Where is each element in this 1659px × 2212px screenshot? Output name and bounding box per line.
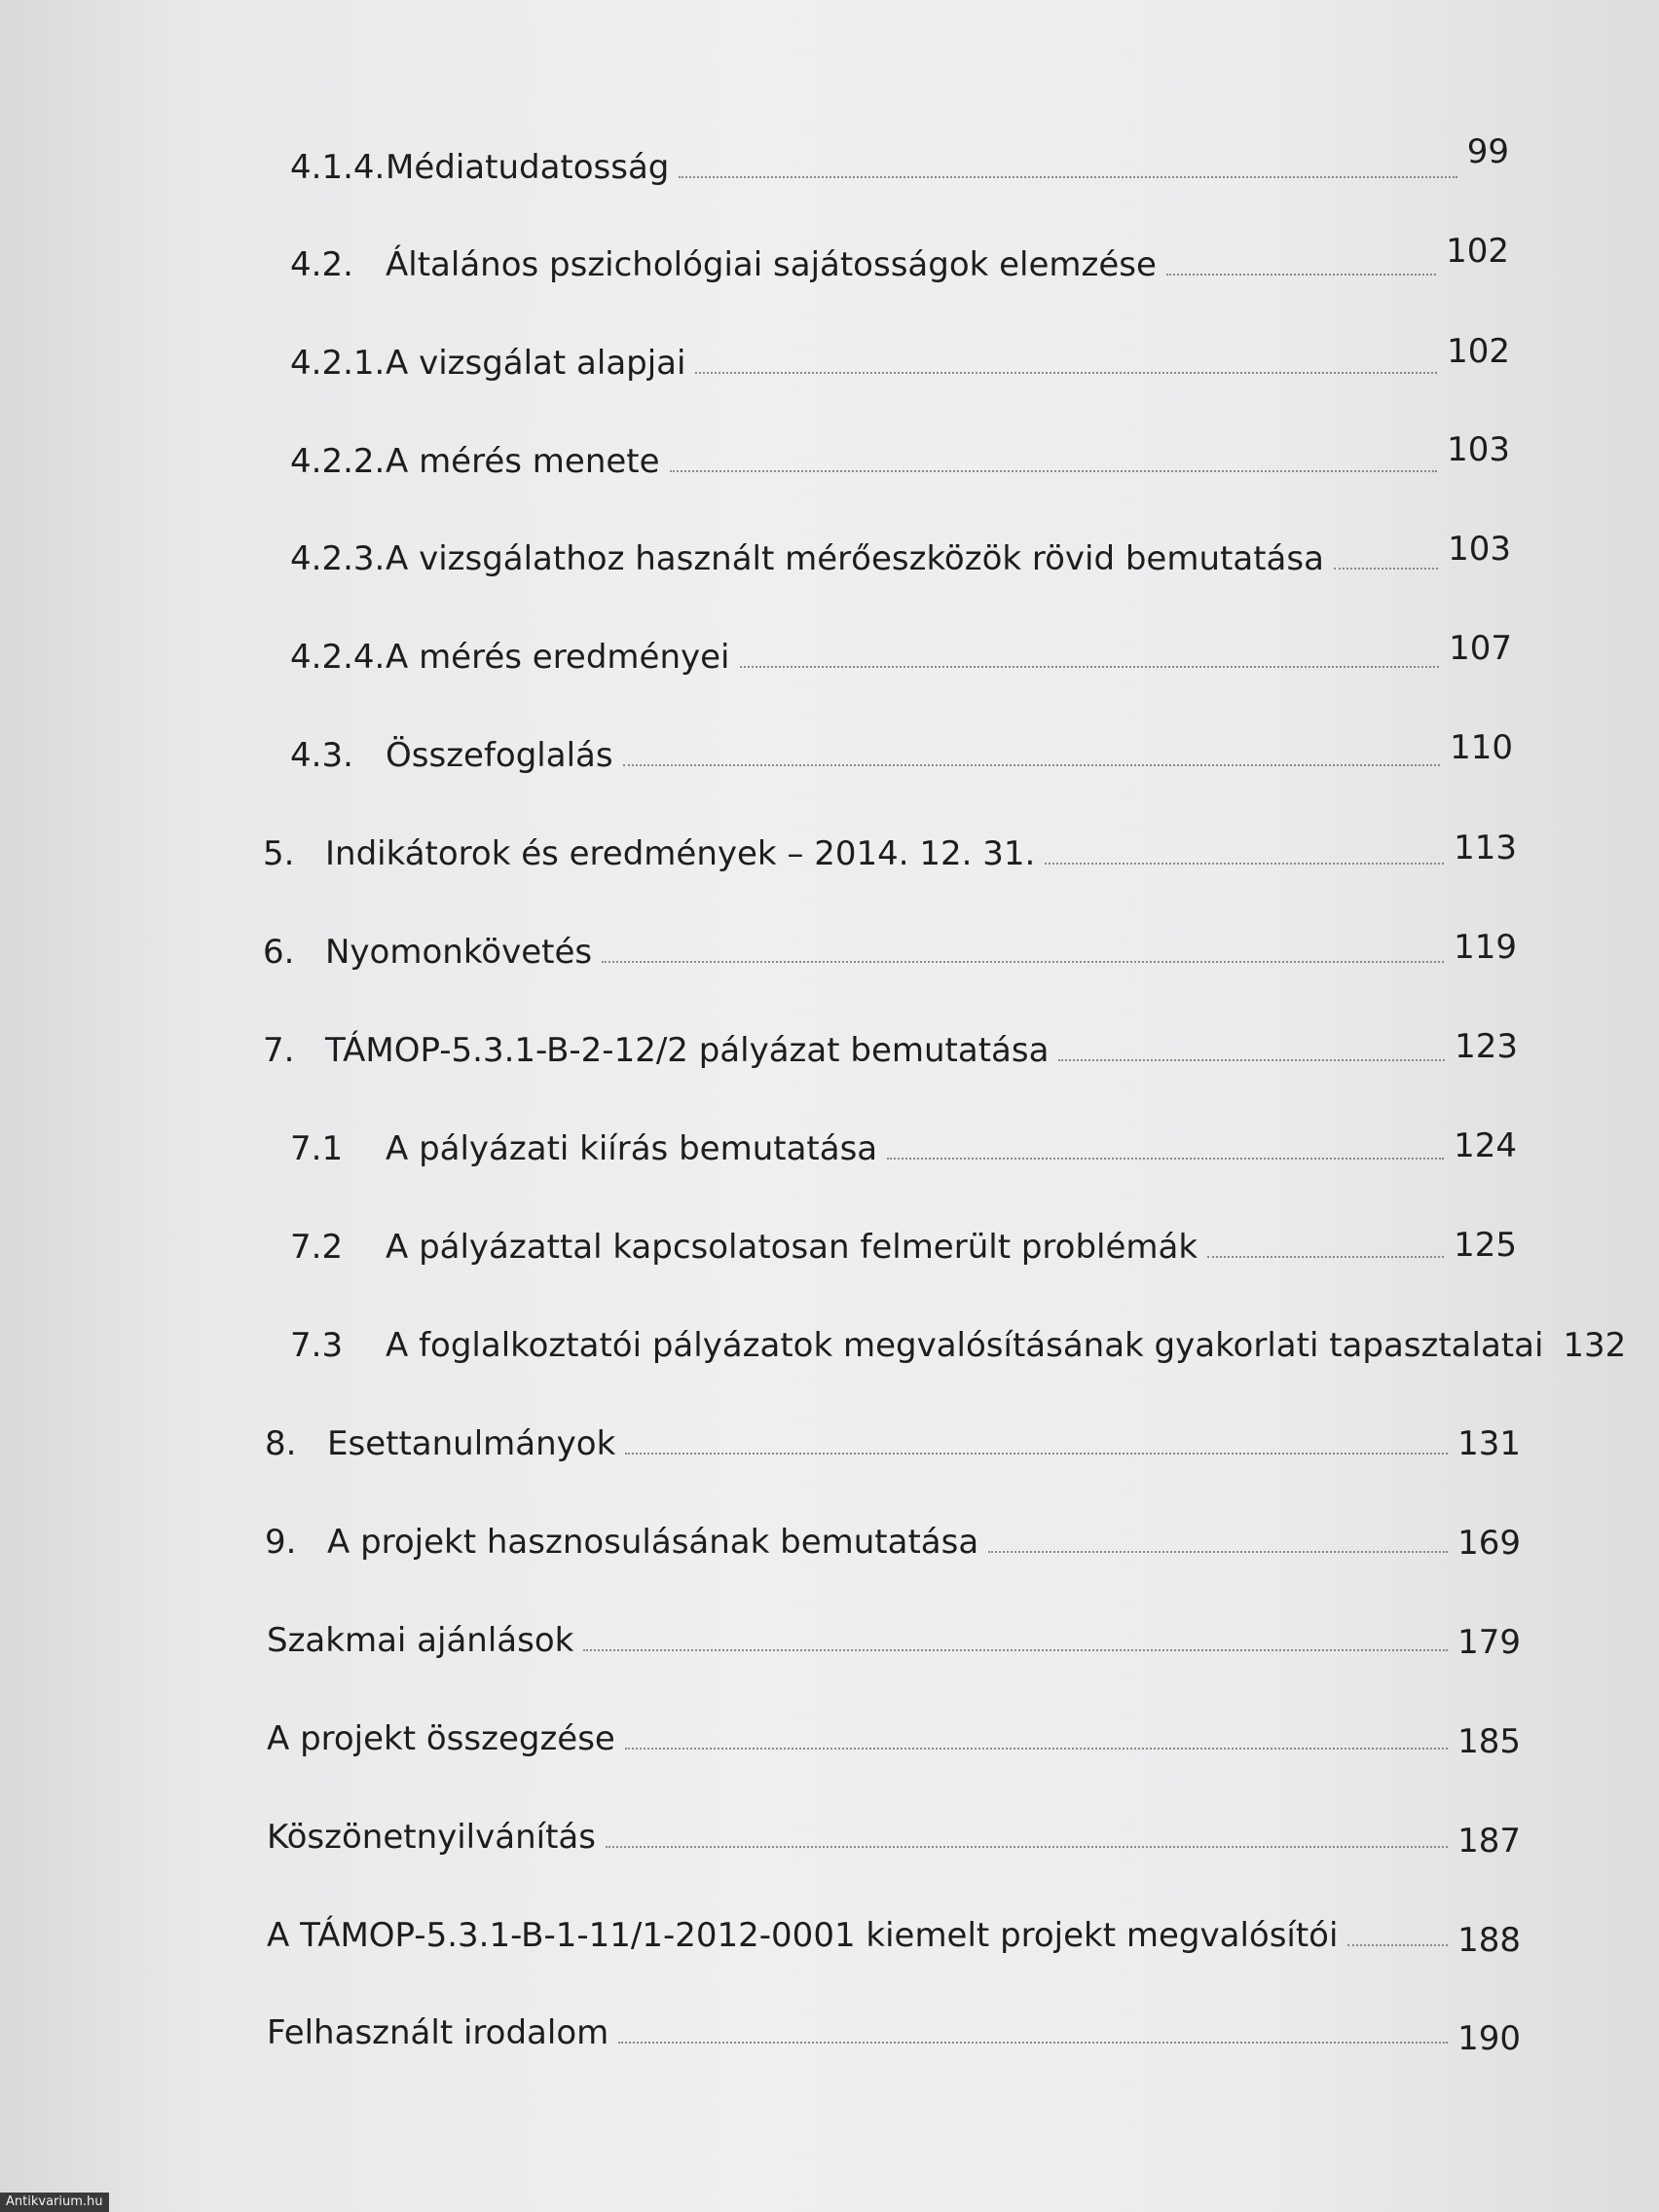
toc-entry <box>263 1023 1518 1070</box>
toc-entry <box>290 532 1511 578</box>
toc-entry <box>263 925 1517 972</box>
toc-entry <box>290 430 1510 481</box>
dot-leader <box>1334 567 1438 570</box>
toc-entry-number: 6. <box>263 933 295 972</box>
dot-leader <box>1166 273 1436 276</box>
toc-entry-title: Általános pszichológiai sajátosságok elemzése <box>386 245 1157 284</box>
toc-entry-number: 4.1.4. <box>290 148 386 187</box>
toc-entry-page: 103 <box>1448 530 1511 569</box>
dot-leader <box>988 1550 1448 1553</box>
dot-leader <box>887 1157 1444 1160</box>
dot-leader <box>623 763 1441 766</box>
dot-leader <box>606 1845 1448 1848</box>
dot-leader <box>602 960 1444 963</box>
toc-entry-page: 123 <box>1455 1027 1518 1066</box>
toc-entry-title: Köszönetnyilvánítás <box>267 1818 596 1857</box>
toc-entry <box>290 1220 1517 1267</box>
toc-entry <box>267 1810 1521 1861</box>
toc-entry-title: A vizsgálat alapjai <box>386 344 686 383</box>
toc-entry-title: A foglalkoztatói pályázatok megvalósításának gyakorlati tapasztalatai <box>386 1326 1544 1365</box>
toc-entry-page: 119 <box>1454 928 1517 967</box>
dot-leader <box>679 175 1456 178</box>
dot-leader <box>740 665 1440 668</box>
toc-entry <box>263 827 1517 873</box>
toc-entry-number: 4.2.2. <box>290 442 386 481</box>
toc-entry-title: A pályázati kiírás bemutatása <box>386 1129 878 1168</box>
dot-leader <box>583 1648 1448 1651</box>
toc-entry <box>290 728 1513 775</box>
toc-entry-number: 4.2.1. <box>290 344 386 383</box>
toc-entry <box>290 132 1509 187</box>
toc-entry <box>267 1908 1521 1960</box>
toc-entry-number: 4.2.4. <box>290 638 386 677</box>
dot-leader <box>625 1452 1448 1455</box>
toc-entry-page: 102 <box>1446 232 1509 271</box>
toc-entry <box>290 1318 1627 1365</box>
toc-entry-number: 7. <box>263 1031 295 1070</box>
toc-entry <box>290 1122 1517 1168</box>
toc-entry-number: 7.3 <box>290 1326 344 1365</box>
toc-entry-title: A mérés eredményei <box>386 638 730 677</box>
toc-entry-title: A projekt összegzése <box>267 1719 615 1758</box>
toc-entry-page: 132 <box>1563 1326 1627 1365</box>
toc-entry-number: 5. <box>263 834 295 873</box>
toc-entry-title: A mérés menete <box>386 442 660 481</box>
toc-entry-title: TÁMOP-5.3.1-B-2-12/2 pályázat bemutatása <box>325 1031 1050 1070</box>
toc-entry-page: 169 <box>1457 1524 1521 1563</box>
dot-leader <box>618 2041 1448 2044</box>
toc-entry-title: A pályázattal kapcsolatosan felmerült problémák <box>386 1228 1198 1267</box>
toc-entry-number: 8. <box>265 1424 297 1463</box>
toc-entry <box>290 332 1510 383</box>
toc-entry <box>265 1515 1521 1562</box>
toc-entry-number: 7.1 <box>290 1129 344 1168</box>
dot-leader <box>695 371 1437 374</box>
dot-leader <box>670 469 1438 472</box>
dot-leader <box>1347 1943 1448 1946</box>
toc-entry-title: Felhasznált irodalom <box>267 2013 609 2052</box>
dot-leader <box>1207 1255 1444 1258</box>
toc-entry <box>290 232 1509 284</box>
toc-entry-page: 110 <box>1450 728 1513 767</box>
toc-entry-page: 131 <box>1457 1424 1521 1463</box>
toc-entry-title: A vizsgálathoz használt mérőeszközök rövid bemutatása <box>386 539 1324 578</box>
toc-entry-number: 7.2 <box>290 1228 344 1267</box>
toc-entry-number: 9. <box>265 1523 297 1562</box>
toc-entry-page: 124 <box>1454 1126 1517 1165</box>
toc-entry <box>267 2006 1521 2058</box>
toc-entry <box>290 630 1512 677</box>
toc-entry-title: A TÁMOP-5.3.1-B-1-11/1-2012-0001 kiemelt projekt megvalósítói <box>267 1916 1339 1955</box>
toc-entry-number: 4.2. <box>290 245 353 284</box>
toc-entry-page: 188 <box>1457 1921 1521 1960</box>
toc-entry-title: Esettanulmányok <box>327 1424 616 1463</box>
toc-entry-page: 190 <box>1457 2019 1521 2058</box>
toc-entry-title: Indikátorok és eredmények – 2014. 12. 31. <box>325 834 1036 873</box>
toc-entry-page: 99 <box>1466 132 1509 171</box>
toc-entry-title: Összefoglalás <box>386 736 613 775</box>
toc-entry-title: Szakmai ajánlások <box>267 1621 574 1660</box>
toc-entry-page: 102 <box>1447 332 1510 371</box>
toc-entry-page: 125 <box>1454 1226 1517 1265</box>
toc-entry-page: 179 <box>1457 1623 1521 1662</box>
toc-entry-title: Médiatudatosság <box>386 148 670 187</box>
toc-entry <box>265 1417 1521 1463</box>
toc-entry-page: 113 <box>1454 829 1517 867</box>
dot-leader <box>1045 862 1444 865</box>
watermark: Antikvarium.hu <box>0 2193 109 2212</box>
toc-entry-number: 4.2.3. <box>290 539 386 578</box>
toc-entry-page: 185 <box>1457 1722 1521 1761</box>
dot-leader <box>1058 1058 1445 1061</box>
toc-entry <box>267 1613 1521 1660</box>
toc-entry-title: Nyomonkövetés <box>325 933 593 972</box>
toc-entry-page: 103 <box>1447 430 1510 469</box>
toc-entry <box>267 1712 1521 1761</box>
toc-entry-number: 4.3. <box>290 736 353 775</box>
dot-leader <box>625 1747 1448 1750</box>
toc-entry-title: A projekt hasznosulásának bemutatása <box>327 1523 979 1562</box>
toc-entry-page: 187 <box>1457 1822 1521 1861</box>
toc-entry-page: 107 <box>1449 629 1512 668</box>
